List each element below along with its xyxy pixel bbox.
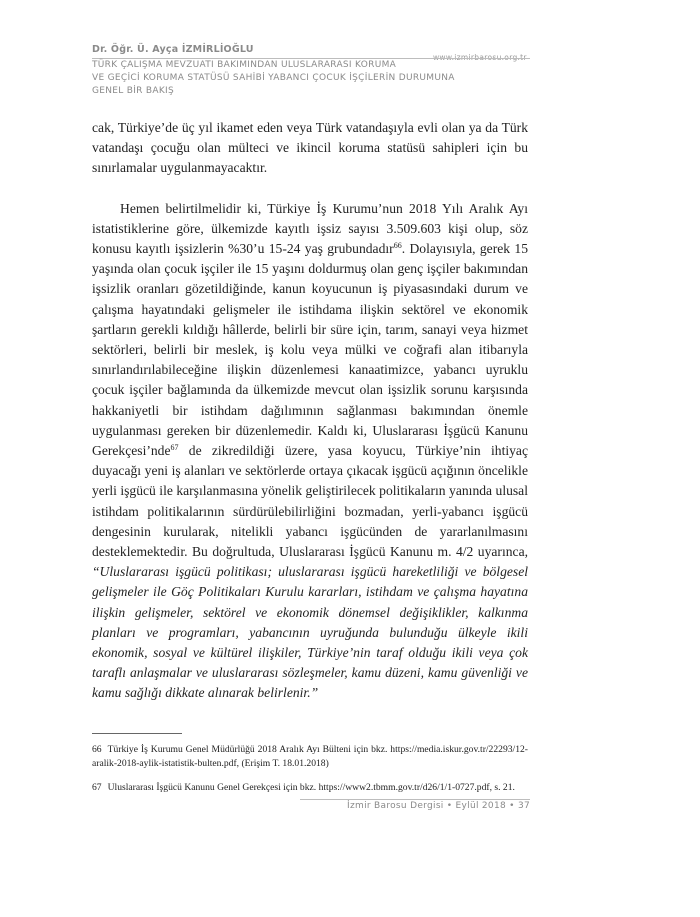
article-title-line: TÜRK ÇALIŞMA MEVZUATI BAKIMINDAN ULUSLARARASI KORUMA <box>92 60 397 70</box>
footnote-ref[interactable]: 66 <box>393 241 402 251</box>
footnote <box>92 743 528 771</box>
legal-quote: “Uluslararası işgücü politikası; uluslararası işgücü hareketliliği ve bölgesel gelişmeler ile Göç Politikaları Kurulu kararları, istihdam ve çalışma hayatına ilişkin gelişmeler, sektörel ve ekonomik dönemsel değişiklikler, kalkınma planları ve programları, yabancının uyruğunda bulunduğu ülkeyle ikili ekonomik, sosyal ve kültürel ilişkiler, Türkiye’nin taraf olduğu ikili veya çok taraflı anlaşmalar ve uluslararası sözleşmeler, kamu düzeni, kamu güvenliği ve kamu sağlığı dikkate alınarak belirlenir.” <box>92 564 528 701</box>
footnote-number: 67 <box>92 782 102 793</box>
website-link[interactable]: www.izmirbarosu.org.tr <box>433 53 527 62</box>
article-title-line: VE GEÇİCİ KORUMA STATÜSÜ SAHİBİ YABANCI ÇOCUK İŞÇİLERİN DURUMUNA <box>92 73 455 83</box>
footnote-text: Türkiye İş Kurumu Genel Müdürlüğü 2018 Aralık Ayı Bülteni için bkz. https://media.iskur.gov.tr/22293/12-aralik-2018-aylik-istatistik-bulten.pdf, (Erişim T. 18.01.2018) <box>92 744 528 769</box>
paragraph: cak, Türkiye’de üç yıl ikamet eden veya Türk vatandaşıyla evli olan ya da Türk vatandaşı çocuğu olan mülteci ve ikincil koruma statüsü sahipleri için bu sınırlamalar uygulanmayacaktır. <box>92 120 528 176</box>
footer-divider <box>300 799 530 800</box>
footnote-ref[interactable]: 67 <box>170 443 179 453</box>
paragraph <box>92 199 528 704</box>
page-footer: İzmir Barosu Dergisi • Eylül 2018 • 37 <box>347 801 530 811</box>
footnotes <box>92 743 528 805</box>
footnote-number: 66 <box>92 744 102 755</box>
paragraph-text: . Dolayısıyla, gerek 15 yaşında olan çocuk işçiler ile 15 yaşını doldurmuş olan genç işçiler bakımından işsizlik oranları gözetildiğinde, kanun koyucunun iş piyasasındaki durum ve çalışma hayatındaki gelişmeler ile istihdama ilişkin sektörel ve ekonomik şartların gerekli kıldığı hâllerde, belirli bir süre için, tarım, sanayi veya hizmet sektörleri, belirli bir meslek, iş kolu veya mülki ve coğrafi alan itibarıyla sınırlandırılabileceğine ilişkin düzenlemesi kanaatimizce, yabancı uyruklu çocuk işçiler bağlamında da ülkemizde mevcut olan işsizlik sorunu karşısında hakkaniyetli bir istihdam dağılımının sağlanması bakımından önemle uygulanması gereken bir düzenlemedir. Kaldı ki, Uluslararası İşgücü Kanunu Gerekçesi’nde <box>92 241 528 459</box>
paragraph-text: Hemen belirtilmelidir ki, Türkiye İş Kurumu’nun 2018 Yılı Aralık Ayı istatistiklerine göre, ülkemizde kayıtlı işsiz sayısı 3.509.603 kişi olup, söz konusu kayıtlı işsizlerin %30’u 15-24 yaş grubundadır <box>92 200 528 257</box>
paragraph-text: de zikredildiği üzere, yasa koyucu, Türkiye’nin ihtiyaç duyacağı yeni iş alanları ve sektörlerde ortaya çıkacak işgücü açığının öncelikle yerli işgücü ile karşılanmasına yönelik geliştirilecek politikaların yanında ulusal istihdam politikalarının sürdürülebilirliğini bozmadan, yerli-yabancı işgücü dengesinin kurularak, nitelikli yabancı işgücünden de yararlanılmasını desteklemektedir. Bu doğrultuda, Uluslararası İşgücü Kanunu m. 4/2 uyarınca, <box>92 443 528 560</box>
footnote <box>92 781 528 795</box>
article-title <box>92 59 532 98</box>
main-text <box>92 118 528 704</box>
footnote-text: Uluslararası İşgücü Kanunu Genel Gerekçesi için bkz. https://www2.tbmm.gov.tr/d26/1/1-0727.pdf, s. 21. <box>107 782 515 793</box>
footnote-divider <box>92 733 182 734</box>
author-name: Dr. Öğr. Ü. Ayça İZMİRLİOĞLU <box>92 44 254 55</box>
article-title-line: GENEL BİR BAKIŞ <box>92 86 174 96</box>
